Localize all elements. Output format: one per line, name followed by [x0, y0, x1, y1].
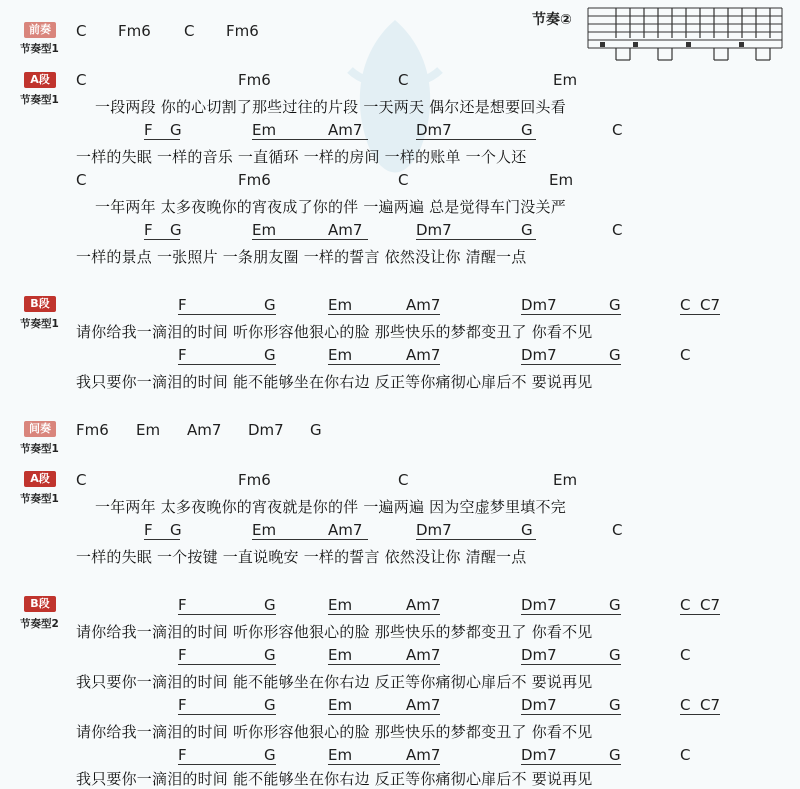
chord-underline [328, 714, 440, 715]
chord: Dm7 [521, 596, 557, 614]
chord-underline [178, 764, 276, 765]
chord: F [178, 746, 187, 764]
chord-underline [521, 764, 621, 765]
chord-underline [178, 314, 276, 315]
chord: Em [328, 646, 353, 664]
chord: F [178, 596, 187, 614]
chord: Em [328, 346, 353, 364]
chord-underline [328, 664, 440, 665]
lyric-line: 我只要你一滴泪的时间 能不能够坐在你右边 反正等你痛彻心扉后不 要说再见 [76, 673, 593, 691]
chord: C [398, 71, 409, 89]
chord-underline [178, 364, 276, 365]
chord: G [609, 696, 621, 714]
chord-underline [178, 664, 276, 665]
chord: C [76, 22, 87, 40]
section-tag-a: A段 [24, 72, 56, 88]
chord-underline [521, 314, 621, 315]
chord: Fm6 [238, 71, 271, 89]
lyric-line: 一段两段 你的心切割了那些过往的片段 一天两天 偶尔还是想要回头看 [95, 98, 566, 116]
lyric-line: 请你给我一滴泪的时间 听你形容他狠心的脸 那些快乐的梦都变丑了 你看不见 [76, 623, 593, 641]
lyric-line: 一样的失眠 一个按键 一直说晚安 一样的誓言 依然没让你 清醒一点 [76, 548, 527, 566]
chord: Fm6 [76, 421, 109, 439]
chord: F [178, 346, 187, 364]
chord-underline [680, 614, 720, 615]
chord: Em [252, 521, 277, 539]
chord: Am7 [406, 296, 441, 314]
chord: Dm7 [521, 296, 557, 314]
chord: C [76, 71, 87, 89]
chord: Am7 [406, 746, 441, 764]
lyric-line: 一年两年 太多夜晚你的宵夜成了你的伴 一遍两遍 总是觉得车门没关严 [95, 198, 566, 216]
lyric-line: 请你给我一滴泪的时间 听你形容他狠心的脸 那些快乐的梦都变丑了 你看不见 [76, 323, 593, 341]
chord-underline [178, 714, 276, 715]
chord-underline [521, 664, 621, 665]
chord: Em [252, 121, 277, 139]
chord: G [264, 646, 276, 664]
chord: Dm7 [521, 746, 557, 764]
chord: Em [136, 421, 161, 439]
chord: F [144, 521, 153, 539]
section-tag-interlude: 间奏 [24, 421, 56, 437]
chord: F [144, 121, 153, 139]
chord: Em [328, 296, 353, 314]
chord-underline [680, 314, 720, 315]
chord: Fm6 [238, 471, 271, 489]
chord: Dm7 [521, 696, 557, 714]
chord-underline [144, 139, 180, 140]
chord: C [612, 221, 623, 239]
chord: G [609, 596, 621, 614]
rhythm-type: 节奏型1 [20, 443, 59, 455]
chord: C [680, 596, 691, 614]
chord-underline [416, 239, 536, 240]
chord: Am7 [328, 221, 363, 239]
chord-underline [416, 139, 536, 140]
chord: G [264, 696, 276, 714]
chord-underline [252, 539, 368, 540]
chord: C7 [700, 596, 721, 614]
chord-underline [521, 614, 621, 615]
chord: F [178, 646, 187, 664]
section-tag-b: B段 [24, 296, 56, 312]
lyric-line: 请你给我一滴泪的时间 听你形容他狠心的脸 那些快乐的梦都变丑了 你看不见 [76, 723, 593, 741]
rhythm-tab-diagram [586, 2, 786, 64]
chord: Em [553, 471, 578, 489]
chord: C [680, 746, 691, 764]
chord: Em [328, 746, 353, 764]
chord: Em [328, 696, 353, 714]
chord-underline [328, 314, 440, 315]
chord-underline [252, 239, 368, 240]
chord: F [178, 696, 187, 714]
chord: C [680, 646, 691, 664]
chord: C [398, 471, 409, 489]
chord: G [170, 221, 182, 239]
rhythm-type: 节奏型1 [20, 318, 59, 330]
chord-underline [328, 764, 440, 765]
chord: F [144, 221, 153, 239]
chord: G [264, 346, 276, 364]
chord: Dm7 [248, 421, 284, 439]
lyric-line: 我只要你一滴泪的时间 能不能够坐在你右边 反正等你痛彻心扉后不 要说再见 [76, 770, 593, 788]
lyric-line: 一年两年 太多夜晚你的宵夜就是你的伴 一遍两遍 因为空虚梦里填不完 [95, 498, 566, 516]
chord-underline [178, 614, 276, 615]
lyric-line: 一样的失眠 一样的音乐 一直循环 一样的房间 一样的账单 一个人还 [76, 148, 527, 166]
section-tag-b: B段 [24, 596, 56, 612]
chord: Am7 [406, 646, 441, 664]
chord: Dm7 [416, 121, 452, 139]
chord: Am7 [187, 421, 222, 439]
chord: Am7 [406, 346, 441, 364]
chord-underline [252, 139, 368, 140]
rhythm-type: 节奏型1 [20, 493, 59, 505]
chord-underline [521, 714, 621, 715]
chord-underline [680, 714, 720, 715]
chord: G [170, 521, 182, 539]
chord: C [680, 296, 691, 314]
section-tag-a: A段 [24, 471, 56, 487]
chord: G [609, 346, 621, 364]
chord: G [310, 421, 322, 439]
chord: C [680, 346, 691, 364]
chord-underline [144, 539, 180, 540]
chord: G [264, 746, 276, 764]
rhythm-type: 节奏型1 [20, 94, 59, 106]
chord: G [521, 521, 533, 539]
chord: Am7 [328, 521, 363, 539]
chord: C [680, 696, 691, 714]
chord: G [609, 296, 621, 314]
chord: Dm7 [416, 221, 452, 239]
rhythm-type: 节奏型1 [20, 43, 59, 55]
chord: Em [252, 221, 277, 239]
chord: G [170, 121, 182, 139]
chord: C [184, 22, 195, 40]
section-tag-intro: 前奏 [24, 22, 56, 38]
chord: Fm6 [238, 171, 271, 189]
chord-underline [521, 364, 621, 365]
chord: Dm7 [521, 646, 557, 664]
lyric-line: 我只要你一滴泪的时间 能不能够坐在你右边 反正等你痛彻心扉后不 要说再见 [76, 373, 593, 391]
chord: C [612, 121, 623, 139]
chord: Dm7 [416, 521, 452, 539]
lyric-line: 一样的景点 一张照片 一条朋友圈 一样的誓言 依然没让你 清醒一点 [76, 248, 527, 266]
chord: G [521, 121, 533, 139]
rhythm-label: 节奏② [532, 12, 572, 28]
chord: Fm6 [118, 22, 151, 40]
chord: C [76, 471, 87, 489]
chord: Am7 [406, 596, 441, 614]
chord: C [612, 521, 623, 539]
chord: C [398, 171, 409, 189]
chord-underline [144, 239, 180, 240]
chord-underline [328, 614, 440, 615]
chord: C7 [700, 696, 721, 714]
chord: Em [553, 71, 578, 89]
chord: C7 [700, 296, 721, 314]
rhythm-type: 节奏型2 [20, 618, 59, 630]
chord: G [609, 646, 621, 664]
chord: F [178, 296, 187, 314]
chord-underline [328, 364, 440, 365]
chord: G [521, 221, 533, 239]
chord: G [264, 296, 276, 314]
chord: Fm6 [226, 22, 259, 40]
chord-underline [416, 539, 536, 540]
chord: Am7 [328, 121, 363, 139]
chord: Em [328, 596, 353, 614]
chord: G [264, 596, 276, 614]
chord: Em [549, 171, 574, 189]
chord: Dm7 [521, 346, 557, 364]
chord: Am7 [406, 696, 441, 714]
chord: G [609, 746, 621, 764]
chord: C [76, 171, 87, 189]
